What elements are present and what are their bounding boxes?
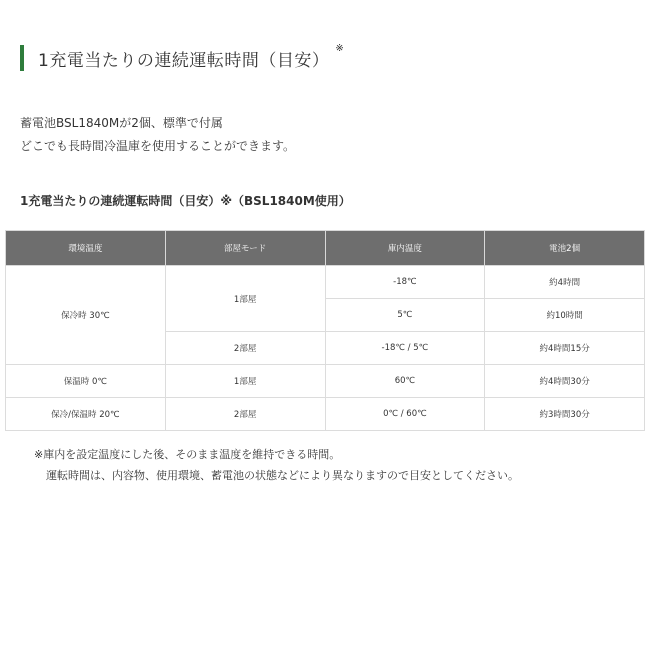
time-cell: 約3時間30分 [485,398,645,431]
temp-cell: -18℃ / 5℃ [325,332,485,365]
table-row [6,365,645,398]
mode-cell: 2部屋 [165,332,325,365]
intro-line-2: どこでも長時間冷温庫を使用することができます。 [20,139,296,153]
footnote-line-1: ※庫内を設定温度にした後、そのまま温度を維持できる時間。 [34,448,341,461]
time-cell: 約4時間15分 [485,332,645,365]
mode-cell: 1部屋 [165,266,325,332]
footnote-line-2: 運転時間は、内容物、使用環境、蓄電池の状態などにより異なりますので目安としてください。 [46,469,519,482]
mode-cell: 2部屋 [165,398,325,431]
header-two-batteries: 電池2個 [485,231,645,266]
time-cell: 約4時間30分 [485,365,645,398]
env-cell: 保冷/保温時 20℃ [6,398,166,431]
mode-cell: 1部屋 [165,365,325,398]
heading-accent-bar [20,45,24,71]
runtime-table [5,230,645,431]
time-cell: 約4時間 [485,266,645,299]
temp-cell: 0℃ / 60℃ [325,398,485,431]
heading-title [38,42,345,71]
table-row [6,266,645,299]
intro-line-1: 蓄電池BSL1840Mが2個、標準で付属 [20,116,223,130]
heading-title-text: 1充電当たりの連続運転時間（目安） [38,50,330,71]
heading-footnote-mark: ※ [335,42,345,54]
time-cell: 約10時間 [485,299,645,332]
table-header-row [6,231,645,266]
env-cell: 保冷時 30℃ [6,266,166,365]
header-inside-temp: 庫内温度 [325,231,485,266]
table-title: 1充電当たりの連続運転時間（目安）※（BSL1840M使用） [20,194,351,208]
footnotes [34,444,519,486]
header-room-mode: 部屋モード [165,231,325,266]
temp-cell: -18℃ [325,266,485,299]
section-heading [20,42,345,71]
env-cell: 保温時 0℃ [6,365,166,398]
header-env-temp: 環境温度 [6,231,166,266]
table-row [6,398,645,431]
temp-cell: 60℃ [325,365,485,398]
intro-text [20,112,295,158]
temp-cell: 5℃ [325,299,485,332]
